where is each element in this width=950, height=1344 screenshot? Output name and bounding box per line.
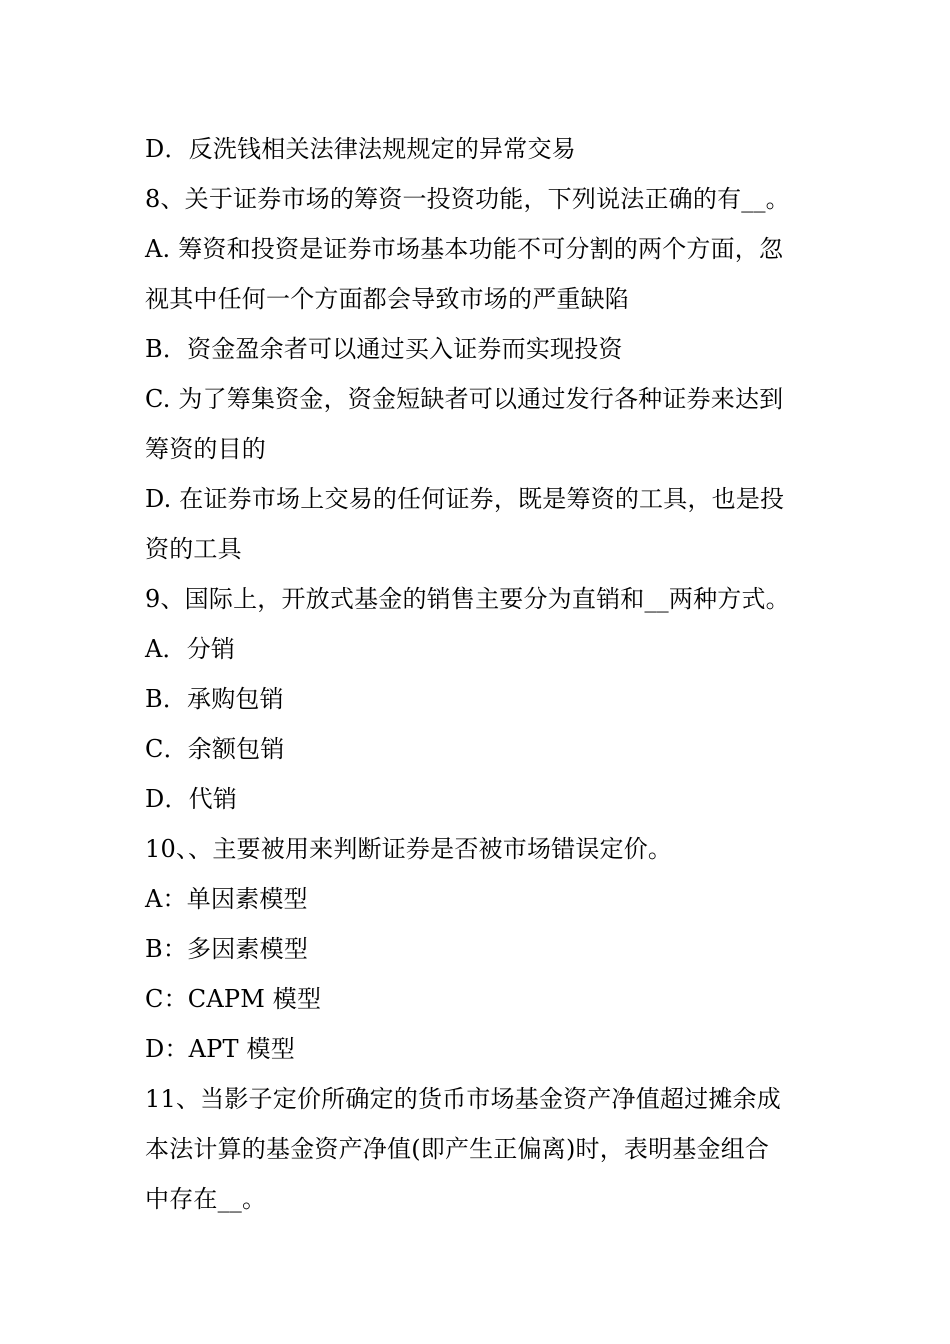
option-d-q9: D．代销 bbox=[145, 785, 238, 813]
question-10: 10、、主要被用来判断证券是否被市场错误定价。 bbox=[145, 835, 673, 863]
option-a-q8-line2: 视其中任何一个方面都会导致市场的严重缺陷 bbox=[145, 285, 629, 313]
document-body bbox=[145, 124, 815, 1224]
option-c-q10: C：CAPM 模型 bbox=[145, 985, 322, 1013]
option-d-q7: D．反洗钱相关法律法规规定的异常交易 bbox=[145, 135, 576, 163]
option-a-q9: A．分销 bbox=[145, 635, 236, 663]
option-b-q10: B：多因素模型 bbox=[145, 935, 309, 963]
option-c-q8-line2: 筹资的目的 bbox=[145, 435, 266, 463]
option-a-q8-line1: A. 筹资和投资是证券市场基本功能不可分割的两个方面，忽 bbox=[145, 235, 784, 263]
option-c-q8-line1: C. 为了筹集资金，资金短缺者可以通过发行各种证券来达到 bbox=[145, 385, 784, 413]
question-8: 8、关于证券市场的筹资一投资功能，下列说法正确的有__。 bbox=[145, 185, 790, 213]
option-d-q10: D：APT 模型 bbox=[145, 1035, 295, 1063]
option-b-q8: B．资金盈余者可以通过买入证券而实现投资 bbox=[145, 335, 623, 363]
option-c-q9: C．余额包销 bbox=[145, 735, 285, 763]
question-11-line1: 11、当影子定价所确定的货币市场基金资产净值超过摊余成 bbox=[145, 1085, 781, 1113]
option-d-q8-line1: D. 在证券市场上交易的任何证券，既是筹资的工具，也是投 bbox=[145, 485, 785, 513]
option-a-q10: A：单因素模型 bbox=[145, 885, 308, 913]
question-11-line2: 本法计算的基金资产净值(即产生正偏离)时，表明基金组合 bbox=[145, 1135, 770, 1163]
question-11-line3: 中存在__。 bbox=[145, 1185, 267, 1213]
question-9: 9、国际上，开放式基金的销售主要分为直销和__两种方式。 bbox=[145, 585, 790, 613]
option-d-q8-line2: 资的工具 bbox=[145, 535, 242, 563]
option-b-q9: B．承购包销 bbox=[145, 685, 284, 713]
